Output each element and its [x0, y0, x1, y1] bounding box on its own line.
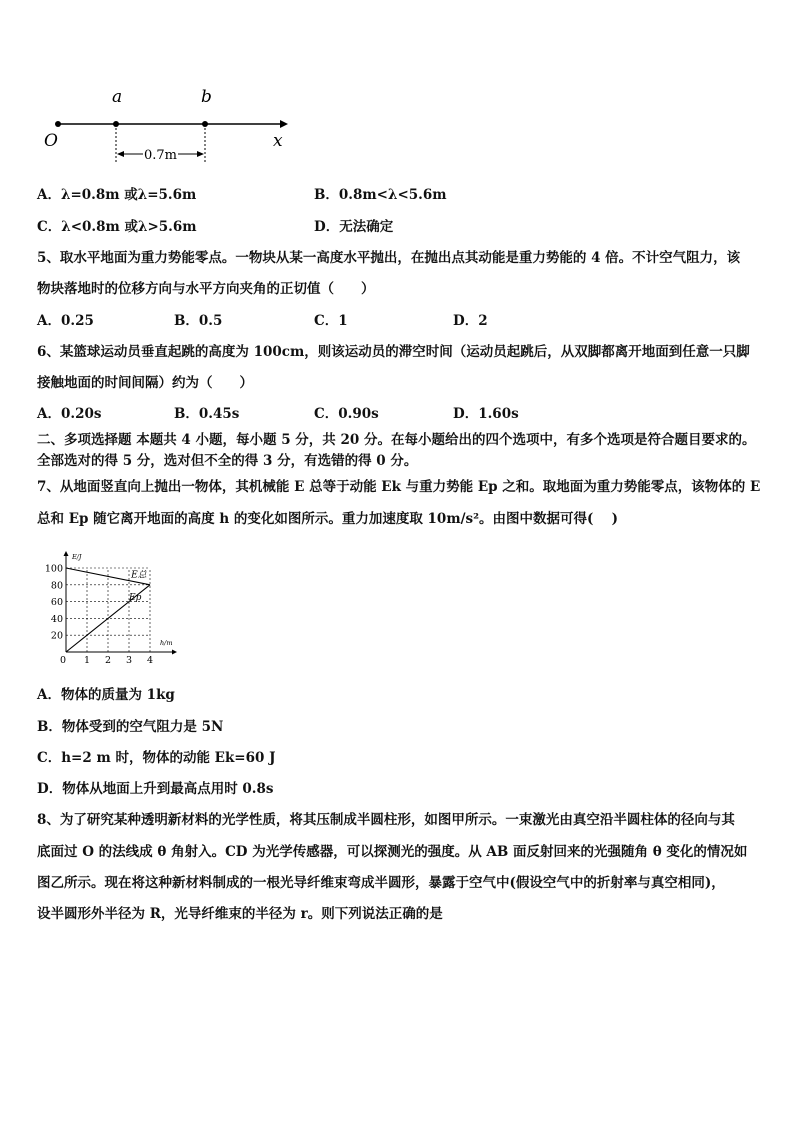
q7-option-a: A．物体的质量为 1kg — [37, 687, 175, 703]
point-b — [202, 121, 208, 127]
q5-line-2: 物块落地时的位移方向与水平方向夹角的正切值（ ） — [37, 281, 375, 297]
dim-arrowhead-left — [117, 151, 124, 157]
q6-option-d: D．1.60s — [453, 406, 519, 422]
q5-option-d: D．2 — [453, 313, 488, 329]
q4-option-a: A．λ=0.8m 或λ=5.6m — [37, 187, 197, 203]
q4-option-b: B．0.8m<λ<5.6m — [314, 187, 447, 203]
q6-option-a: A．0.20s — [37, 406, 102, 422]
series-label-ep: Ep — [129, 592, 142, 603]
q6-option-c: C．0.90s — [314, 406, 379, 422]
y-tick-label: 20 — [50, 630, 63, 642]
origin-label: O — [44, 131, 58, 151]
section2-line-2: 全部选对的得 5 分，选对但不全的得 3 分，有选错的得 0 分。 — [37, 453, 418, 469]
q8-line-3: 图乙所示。现在将这种新材料制成的一根光导纤维束弯成半圆形，暴露于空气中(假设空气中的折射率与真空相同)， — [37, 875, 725, 891]
point-a — [113, 121, 119, 127]
point-b-label: b — [201, 87, 212, 107]
y-tick-label: 80 — [50, 580, 63, 592]
q7-option-c: C．h=2 m 时，物体的动能 Ek=60 J — [37, 750, 276, 766]
q5-option-c: C．1 — [314, 313, 348, 329]
y-tick-label: 100 — [44, 563, 63, 575]
q5-option-a: A．0.25 — [37, 313, 94, 329]
x-axis-label: h/m — [160, 639, 173, 647]
x-tick-label: 1 — [83, 655, 91, 664]
x-tick-label: 3 — [125, 655, 133, 664]
x-tick-label: 2 — [104, 655, 112, 664]
q7-option-d: D．物体从地面上升到最高点用时 0.8s — [37, 781, 274, 797]
point-o — [55, 121, 61, 127]
x-axis-label: x — [273, 131, 283, 151]
q4-option-d: D．无法确定 — [314, 219, 394, 235]
q6-line-1: 6、某篮球运动员垂直起跳的高度为 100cm，则该运动员的滞空时间（运动员起跳后，从双脚都离开地面到任意一只脚 — [37, 344, 750, 360]
q5-option-b: B．0.5 — [174, 313, 223, 329]
q7-line-1: 7、从地面竖直向上抛出一物体，其机械能 E 总等于动能 Ek 与重力势能 Ep 之和。取地面为重力势能零点，该物体的 E — [37, 479, 761, 495]
q8-line-4: 设半圆形外半径为 R，光导纤维束的半径为 r。则下列说法正确的是 — [37, 906, 443, 922]
q8-line-2: 底面过 O 的法线成 θ 角射入。CD 为光学传感器，可以探测光的强度。从 AB 面反射回来的光强随角 θ 变化的情况如 — [37, 844, 748, 860]
q7-option-b: B．物体受到的空气阻力是 5N — [37, 719, 224, 735]
x-tick-label: 4 — [146, 655, 154, 664]
point-a-label: a — [112, 87, 123, 107]
y-axis-label: E/J — [72, 553, 82, 561]
y-axis-arrow — [64, 551, 69, 556]
q6-option-b: B．0.45s — [174, 406, 240, 422]
y-tick-label: 40 — [50, 613, 63, 625]
q7-line-2: 总和 Ep 随它离开地面的高度 h 的变化如图所示。重力加速度取 10m/s²。由图中数据可得( ) — [37, 511, 619, 527]
q4-option-c: C．λ<0.8m 或λ>5.6m — [37, 219, 197, 235]
distance-label: 0.7m — [144, 148, 178, 163]
y-tick-label: 60 — [50, 597, 63, 609]
section2-line-1: 二、多项选择题 本题共 4 小题，每小题 5 分，共 20 分。在每小题给出的四个选项中，有多个选项是符合题目要求的。 — [37, 432, 756, 448]
x-tick-label: 0 — [59, 655, 67, 664]
number-line-figure — [40, 85, 300, 165]
series-label-e-total: E总 — [131, 570, 147, 581]
x-axis-arrow — [280, 120, 288, 128]
q6-line-2: 接触地面的时间间隔）约为（ ） — [37, 375, 253, 391]
q8-line-1: 8、为了研究某种透明新材料的光学性质，将其压制成半圆柱形，如图甲所示。一束激光由真空沿半圆柱体的径向与其 — [37, 812, 735, 828]
energy-height-chart — [44, 542, 194, 664]
q5-line-1: 5、取水平地面为重力势能零点。一物块从某一高度水平抛出，在抛出点其动能是重力势能的 4 倍。不计空气阻力，该 — [37, 250, 741, 266]
x-axis-arrow — [172, 650, 177, 655]
dim-arrowhead-right — [197, 151, 204, 157]
